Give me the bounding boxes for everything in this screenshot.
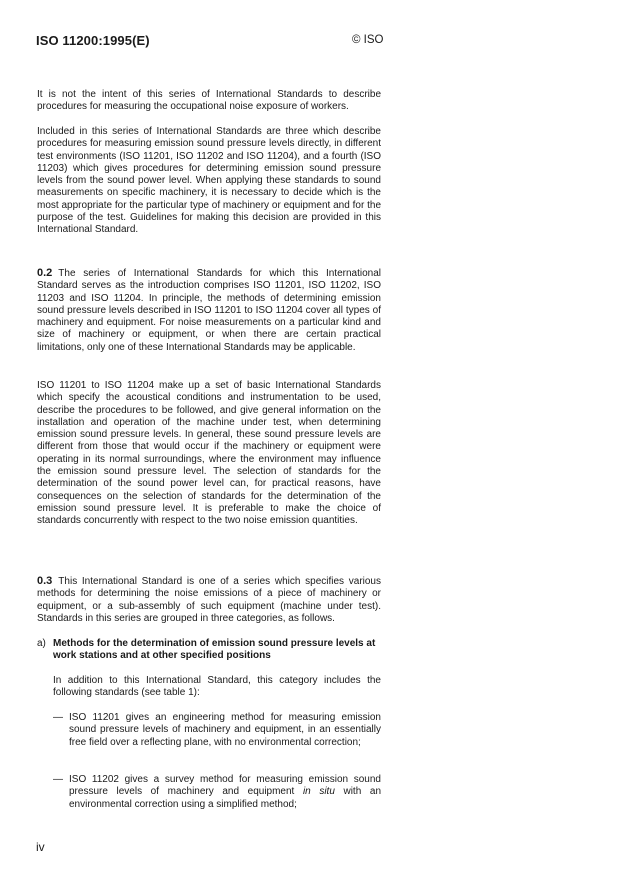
intro-paragraph-2: Included in this series of International Standards are three which describe procedures for measuring emission sound pressure levels directly, in different test environments (ISO 11201, ISO 11202 and ISO 11204), and a fourth (ISO 11203) which gives procedures for determining emission sound pressure levels from the sound power level. When applying these standards to sound measurements on specific machinery, it is necessary to decide which is the most appropriate for the particular type of machinery or equipment and for the purpose of the test. Guidelines for making this decision are provided in this International Standard.	[37, 126, 381, 236]
category-heading: Methods for the determination of emission sound pressure levels at work stations and at other specified positions	[53, 638, 376, 662]
copyright-mark: © ISO	[352, 34, 384, 46]
section-0-2-paragraph-2: ISO 11201 to ISO 11204 make up a set of basic International Standards which specify the acoustical conditions and instrumentation to be used, describe the procedures to be followed, and give general information on the installation and operation of the machine under test, when determining emission sound pressure levels. In general, these sound pressure levels are different from those that would occur if the machinery or equipment were operating in its normal surroundings, where the environment may influence the emission sound pressure level. The selection of standards for the determination of the sound power level can, for practical reasons, have consequences on the selection of standards for the determination of the emission sound pressure level. It is preferable to make the choice of standards concurrently with respect to the two noise emission quantities.	[37, 380, 381, 527]
bullet-text-start: ISO 11202 gives a survey method for measuring emission sound pressure levels of machinery and equipment	[69, 774, 381, 798]
bullet-text	[69, 774, 381, 811]
intro-paragraph-1: It is not the intent of this series of International Standards to describe procedures for measuring the occupational noise exposure of workers.	[37, 89, 381, 113]
category-intro: In addition to this International Standard, this category includes the following standards (see table 1):	[53, 675, 381, 699]
bullet-text-italic: in situ	[302, 786, 335, 798]
section-0-2-paragraph-1	[37, 267, 381, 354]
bullet-text-end: with an environmental correction using a simplified method;	[69, 786, 381, 810]
section-text: This International Standard is one of a series which specifies various methods for determining the noise emissions of a piece of machinery or equipment, or a sub-assembly of such equipment (machine under test). Standards in this series are grouped in three categories, as follows.	[37, 576, 381, 624]
section-number: 0.3	[37, 575, 53, 587]
section-text: The series of International Standards for which this International Standard serves as the introduction comprises ISO 11201, ISO 11202, ISO 11203 and ISO 11204. In principle, the methods of determining emission sound pressure levels described in ISO 11201 to ISO 11204 cover all types of machinery and equipment. For noise measurements on a particular kind and size of machinery or equipment, or when there are certain practical limitations, only one of these International Standards may be applicable.	[37, 268, 381, 353]
section-0-3-paragraph-1	[37, 575, 381, 625]
bullet-text: ISO 11201 gives an engineering method for measuring emission sound pressure levels of machinery and equipment, in an essentially free field over a reflecting plane, with no environmental correction;	[69, 712, 381, 748]
dash-bullet: —	[53, 712, 63, 723]
page-number: iv	[36, 840, 45, 854]
list-marker: a)	[37, 638, 46, 649]
section-number: 0.2	[37, 267, 53, 279]
standard-identifier: ISO 11200:1995(E)	[36, 33, 150, 48]
dash-bullet: —	[53, 774, 63, 785]
